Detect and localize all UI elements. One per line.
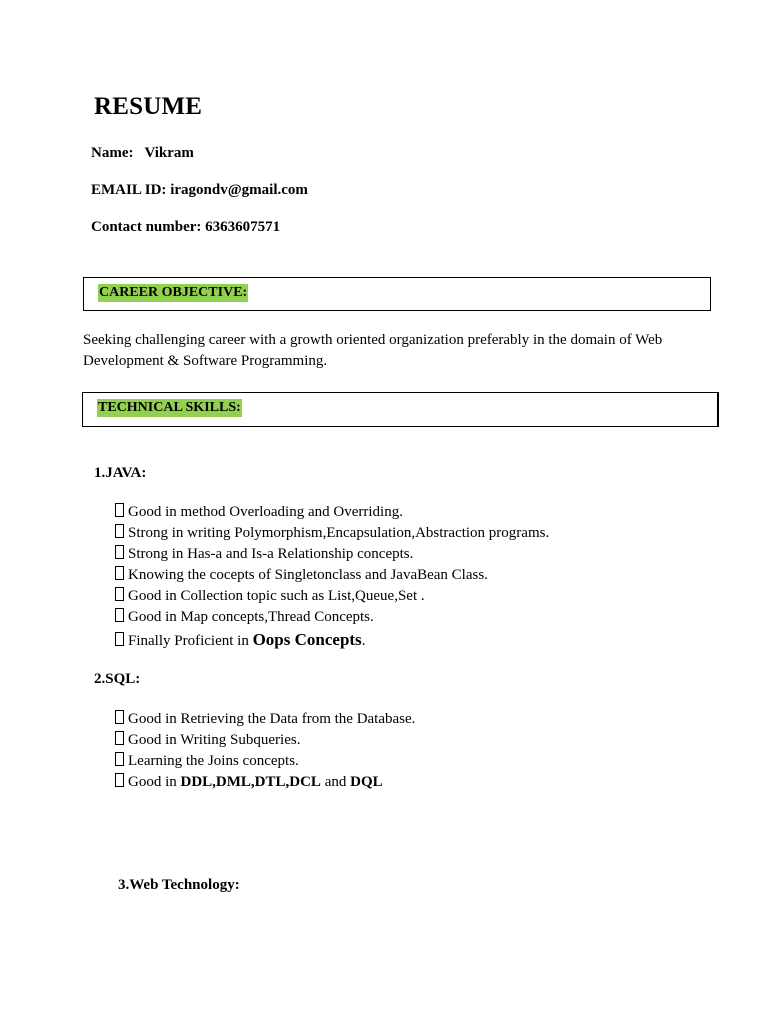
- checkbox-bullet-icon: [115, 503, 124, 517]
- checkbox-bullet-icon: [115, 524, 124, 538]
- list-item: Good in method Overloading and Overriding.: [115, 502, 549, 523]
- list-item: Good in Collection topic such as List,Queue,Set .: [115, 586, 549, 607]
- java-skill-list: [115, 502, 549, 651]
- technical-skills-box: [82, 392, 719, 427]
- checkbox-bullet-icon: [115, 632, 124, 646]
- sql-heading: 2.SQL:: [94, 671, 141, 687]
- checkbox-bullet-icon: [115, 710, 124, 724]
- name-value: Vikram: [144, 145, 194, 161]
- list-item: Strong in writing Polymorphism,Encapsulation,Abstraction programs.: [115, 523, 549, 544]
- career-objective-box: [83, 277, 711, 311]
- name-line: [91, 145, 194, 162]
- checkbox-bullet-icon: [115, 566, 124, 580]
- checkbox-bullet-icon: [115, 752, 124, 766]
- phone-value: 6363607571: [205, 219, 281, 235]
- phone-line: [91, 219, 280, 236]
- list-item: Knowing the cocepts of Singletonclass and JavaBean Class.: [115, 565, 549, 586]
- web-technology-heading: 3.Web Technology:: [118, 877, 240, 893]
- list-item: Good in DDL,DML,DTL,DCL and DQL: [115, 772, 415, 793]
- checkbox-bullet-icon: [115, 608, 124, 622]
- page-title: RESUME: [94, 93, 203, 120]
- checkbox-bullet-icon: [115, 731, 124, 745]
- list-item: Good in Retrieving the Data from the Database.: [115, 709, 415, 730]
- phone-label: Contact number:: [91, 219, 202, 235]
- oops-concepts-emphasis: Oops Concepts: [252, 630, 362, 649]
- career-objective-heading: CAREER OBJECTIVE:: [99, 285, 248, 300]
- list-item: Strong in Has-a and Is-a Relationship concepts.: [115, 544, 549, 565]
- email-label: EMAIL ID:: [91, 182, 167, 198]
- list-item: Learning the Joins concepts.: [115, 751, 415, 772]
- technical-skills-heading: TECHNICAL SKILLS:: [98, 400, 241, 415]
- list-item: Good in Map concepts,Thread Concepts.: [115, 607, 549, 628]
- checkbox-bullet-icon: [115, 773, 124, 787]
- java-heading: 1.JAVA:: [94, 465, 147, 481]
- list-item: Finally Proficient in Oops Concepts.: [115, 628, 549, 651]
- email-value: iragondv@gmail.com: [170, 182, 308, 198]
- list-item: Good in Writing Subqueries.: [115, 730, 415, 751]
- career-objective-text: Seeking challenging career with a growth oriented organization preferably in the domain of Web Development & Software Programming.: [83, 332, 663, 369]
- checkbox-bullet-icon: [115, 587, 124, 601]
- name-label: Name:: [91, 145, 134, 161]
- checkbox-bullet-icon: [115, 545, 124, 559]
- sql-skill-list: [115, 709, 415, 793]
- email-line: [91, 182, 308, 199]
